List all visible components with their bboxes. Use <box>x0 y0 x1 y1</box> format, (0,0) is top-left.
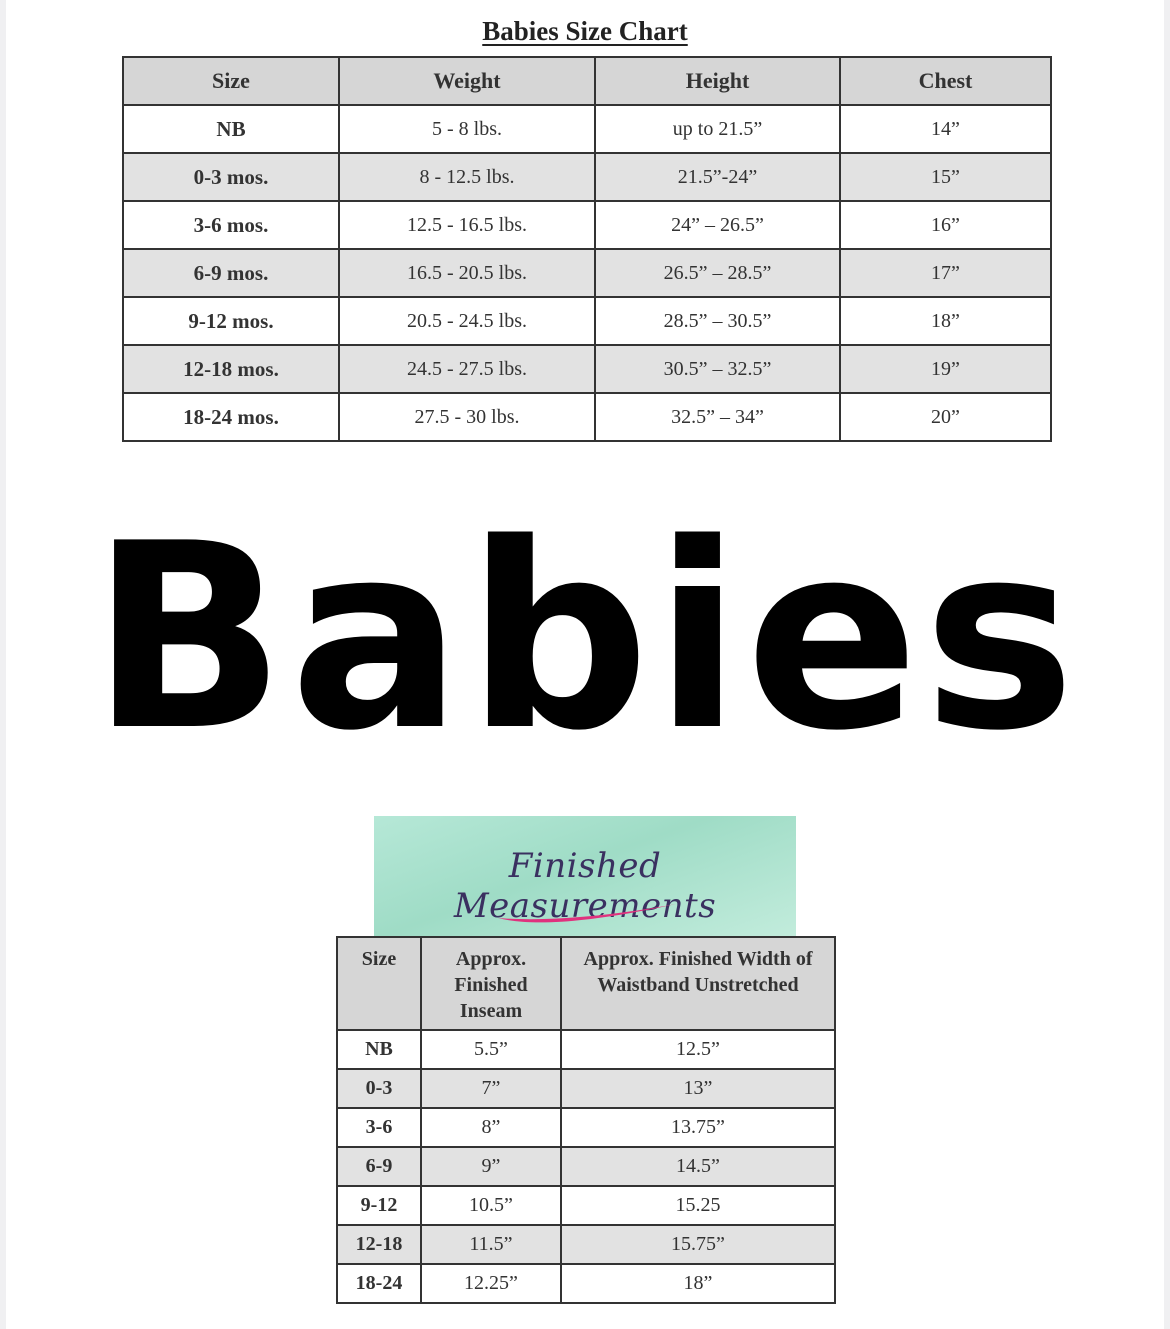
cell-waistband: 15.75” <box>561 1225 835 1264</box>
header-inseam: Approx. Finished Inseam <box>421 937 561 1030</box>
cell-chest: 14” <box>840 105 1051 153</box>
table-row <box>123 201 1051 249</box>
cell-size: 0-3 <box>337 1069 421 1108</box>
cell-size: 9-12 mos. <box>123 297 339 345</box>
table-row <box>337 1264 835 1303</box>
header-height: Height <box>595 57 840 105</box>
header-size: Size <box>123 57 339 105</box>
cell-chest: 15” <box>840 153 1051 201</box>
cell-size: 18-24 <box>337 1264 421 1303</box>
cell-weight: 5 - 8 lbs. <box>339 105 595 153</box>
cell-inseam: 12.25” <box>421 1264 561 1303</box>
babies-heading: Babies <box>90 489 1080 787</box>
table-row <box>337 1186 835 1225</box>
size-chart-title: Babies Size Chart <box>482 16 688 46</box>
header-waistband: Approx. Finished Width of Waistband Unstretched <box>561 937 835 1030</box>
cell-weight: 8 - 12.5 lbs. <box>339 153 595 201</box>
cell-weight: 27.5 - 30 lbs. <box>339 393 595 441</box>
cell-waistband: 13” <box>561 1069 835 1108</box>
cell-inseam: 5.5” <box>421 1030 561 1069</box>
cell-size: 18-24 mos. <box>123 393 339 441</box>
table-row <box>123 297 1051 345</box>
cell-size: 12-18 mos. <box>123 345 339 393</box>
header-size: Size <box>337 937 421 1030</box>
cell-size: 9-12 <box>337 1186 421 1225</box>
finished-measurements-title: Finished Measurements <box>453 846 717 926</box>
cell-size: 0-3 mos. <box>123 153 339 201</box>
cell-size: 6-9 <box>337 1147 421 1186</box>
table-row <box>123 105 1051 153</box>
table-header-row <box>123 57 1051 105</box>
cell-weight: 24.5 - 27.5 lbs. <box>339 345 595 393</box>
table-row <box>337 1225 835 1264</box>
cell-weight: 12.5 - 16.5 lbs. <box>339 201 595 249</box>
cell-inseam: 9” <box>421 1147 561 1186</box>
cell-inseam: 10.5” <box>421 1186 561 1225</box>
cell-height: 28.5” – 30.5” <box>595 297 840 345</box>
cell-waistband: 14.5” <box>561 1147 835 1186</box>
cell-height: 21.5”-24” <box>595 153 840 201</box>
cell-waistband: 12.5” <box>561 1030 835 1069</box>
cell-height: up to 21.5” <box>595 105 840 153</box>
cell-chest: 19” <box>840 345 1051 393</box>
finished-measurements-banner <box>374 816 796 936</box>
table-row <box>123 393 1051 441</box>
cell-chest: 20” <box>840 393 1051 441</box>
cell-weight: 16.5 - 20.5 lbs. <box>339 249 595 297</box>
table-row <box>337 1108 835 1147</box>
cell-waistband: 18” <box>561 1264 835 1303</box>
cell-waistband: 15.25 <box>561 1186 835 1225</box>
table-row <box>123 153 1051 201</box>
cell-size: 3-6 <box>337 1108 421 1147</box>
cell-chest: 18” <box>840 297 1051 345</box>
cell-size: 6-9 mos. <box>123 249 339 297</box>
finished-measurements-table <box>336 936 836 1304</box>
table-row <box>337 1030 835 1069</box>
cell-waistband: 13.75” <box>561 1108 835 1147</box>
header-weight: Weight <box>339 57 595 105</box>
cell-weight: 20.5 - 24.5 lbs. <box>339 297 595 345</box>
cell-inseam: 11.5” <box>421 1225 561 1264</box>
pink-swoosh-icon <box>492 898 682 926</box>
size-chart-table <box>122 56 1052 442</box>
cell-height: 30.5” – 32.5” <box>595 345 840 393</box>
cell-size: 12-18 <box>337 1225 421 1264</box>
cell-height: 24” – 26.5” <box>595 201 840 249</box>
cell-size: NB <box>337 1030 421 1069</box>
cell-size: 3-6 mos. <box>123 201 339 249</box>
table-header-row <box>337 937 835 1030</box>
cell-height: 26.5” – 28.5” <box>595 249 840 297</box>
table-row <box>337 1147 835 1186</box>
table-row <box>123 345 1051 393</box>
cell-height: 32.5” – 34” <box>595 393 840 441</box>
cell-chest: 17” <box>840 249 1051 297</box>
cell-chest: 16” <box>840 201 1051 249</box>
cell-inseam: 7” <box>421 1069 561 1108</box>
cell-size: NB <box>123 105 339 153</box>
table-row <box>337 1069 835 1108</box>
cell-inseam: 8” <box>421 1108 561 1147</box>
table-row <box>123 249 1051 297</box>
header-chest: Chest <box>840 57 1051 105</box>
